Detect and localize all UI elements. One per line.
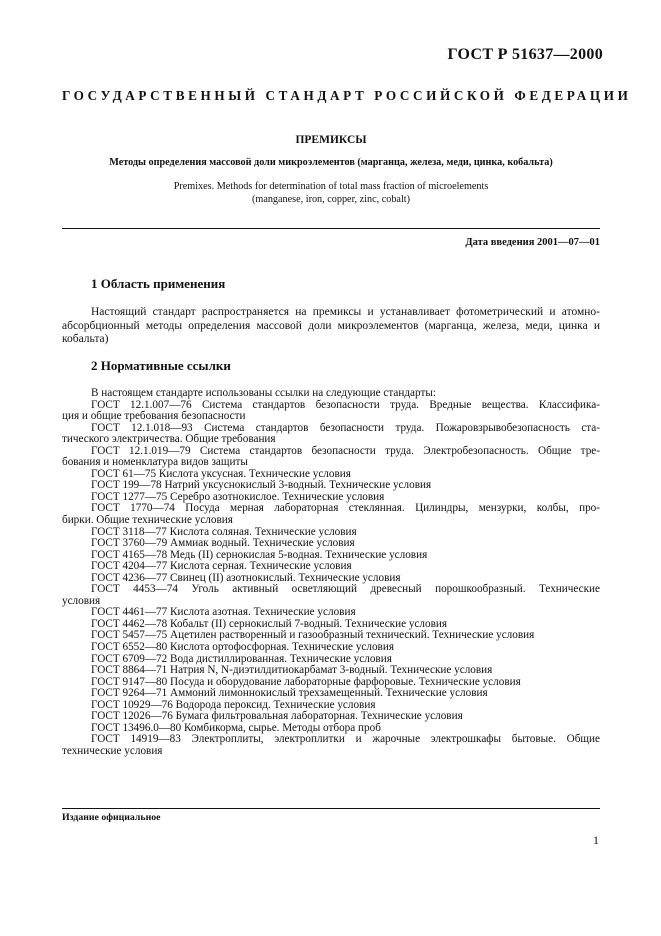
reference-item [62, 503, 600, 526]
reference-line: ГОСТ 9264—71 Аммоний лимоннокислый трехзамещенный. Технические условия [91, 687, 488, 700]
reference-line: ГОСТ 4165—78 Медь (II) сернокислая 5-водная. Технические условия [91, 548, 428, 561]
english-title-line-1: Premixes. Methods for determination of total mass fraction of microelements [173, 181, 489, 192]
reference-line: ГОСТ 61—75 Кислота уксусная. Технические условия [91, 467, 351, 480]
reference-line: ГОСТ 4462—78 Кобальт (II) сернокислый 7-водный. Технические условия [91, 617, 447, 630]
reference-line: ГОСТ 12.1.019—79 Система стандартов безопасности труда. Электробезопасность. Общие тре- [91, 444, 600, 457]
section-1-paragraph: Настоящий стандарт распространяется на премиксы и устанавливает фотометрический и атомно-абсорбционный методы определения массовой доли микроэлементов (марганца, железа, меди, цинка и кобальта) [62, 306, 600, 346]
reference-line: ГОСТ 1770—74 Посуда мерная лабораторная стеклянная. Цилиндры, мензурки, колбы, про- [91, 502, 600, 515]
reference-line: ГОСТ 12.1.018—93 Система стандартов безопасности труда. Пожаровзрывобезопасность ста- [91, 421, 600, 434]
reference-item [62, 538, 600, 550]
reference-line: ГОСТ 6709—72 Вода дистиллированная. Технические условия [91, 652, 392, 665]
reference-line: ГОСТ 10929—76 Водорода пероксид. Технические условия [91, 698, 376, 711]
reference-continuation: условия [62, 594, 101, 607]
reference-line: ГОСТ 12026—76 Бумага фильтровальная лабораторная. Технические условия [91, 710, 463, 723]
reference-continuation: бирки. Общие технические условия [62, 514, 233, 527]
divider-top [62, 228, 600, 229]
reference-line: ГОСТ 199—78 Натрий уксуснокислый 3-водный. Технические условия [91, 479, 432, 492]
section-2-heading: 2 Нормативные ссылки [91, 358, 231, 373]
reference-item [62, 734, 600, 757]
reference-item [62, 642, 600, 654]
reference-continuation: технические условия [62, 744, 163, 757]
reference-item [62, 584, 600, 607]
standard-code: ГОСТ Р 51637—2000 [447, 46, 603, 63]
reference-continuation: тического электричества. Общие требования [62, 433, 276, 446]
reference-item [62, 400, 600, 423]
state-standard-heading: ГОСУДАРСТВЕННЫЙ СТАНДАРТ РОССИЙСКОЙ ФЕДЕРАЦИИ [62, 88, 632, 103]
reference-line: ГОСТ 4461—77 Кислота азотная. Технические условия [91, 606, 356, 619]
reference-line: ГОСТ 8864—71 Натрия N, N-диэтилдитиокарбамат 3-водный. Технические условия [91, 664, 493, 677]
reference-line: ГОСТ 5457—75 Ацетилен растворенный и газообразный технический. Технические условия [91, 629, 535, 642]
english-title-line-2: (manganese, iron, copper, zinc, cobalt) [252, 193, 410, 205]
reference-item [62, 446, 600, 469]
reference-continuation: бования и номенклатура видов защиты [62, 456, 248, 469]
reference-item [62, 423, 600, 446]
reference-line: ГОСТ 9147—80 Посуда и оборудование лабораторные фарфоровые. Технические условия [91, 675, 521, 688]
section-2-intro: В настоящем стандарте использованы ссылки на следующие стандарты: [91, 387, 436, 399]
divider-bottom [62, 808, 600, 809]
page-number: 1 [593, 833, 599, 847]
document-subtitle: Методы определения массовой доли микроэлементов (марганца, железа, меди, цинка, кобальта) [109, 157, 553, 168]
reference-line: ГОСТ 12.1.007—76 Система стандартов безопасности труда. Вредные вещества. Классифика- [91, 398, 600, 411]
reference-line: ГОСТ 1277—75 Серебро азотнокислое. Технические условия [91, 490, 385, 503]
english-title [62, 181, 600, 206]
reference-line: ГОСТ 6552—80 Кислота ортофосфорная. Технические условия [91, 641, 394, 654]
section-1-text [62, 306, 600, 347]
reference-line: ГОСТ 3760—79 Аммиак водный. Технические условия [91, 537, 355, 550]
reference-item [62, 665, 600, 677]
document-title: ПРЕМИКСЫ [295, 134, 367, 146]
section-2-reference-list [62, 388, 600, 758]
reference-line: ГОСТ 4236—77 Свинец (II) азотнокислый. Технические условия [91, 571, 401, 584]
reference-line: ГОСТ 4453—74 Уголь активный осветляющий древесный порошкообразный. Технические [91, 583, 600, 596]
reference-line: ГОСТ 14919—83 Электроплиты, электроплитки и жарочные электрошкафы бытовые. Общие [91, 733, 600, 746]
reference-line: ГОСТ 3118—77 Кислота соляная. Технические условия [91, 525, 357, 538]
reference-line: ГОСТ 13496.0—80 Комбикорма, сырье. Методы отбора проб [91, 721, 381, 734]
reference-continuation: ция и общие требования безопасности [62, 410, 246, 423]
official-edition-label: Издание официальное [62, 812, 161, 823]
reference-line: ГОСТ 4204—77 Кислота серная. Технические условия [91, 560, 352, 573]
section-1-heading: 1 Область применения [91, 276, 226, 291]
introduction-date: Дата введения 2001—07—01 [465, 237, 600, 248]
